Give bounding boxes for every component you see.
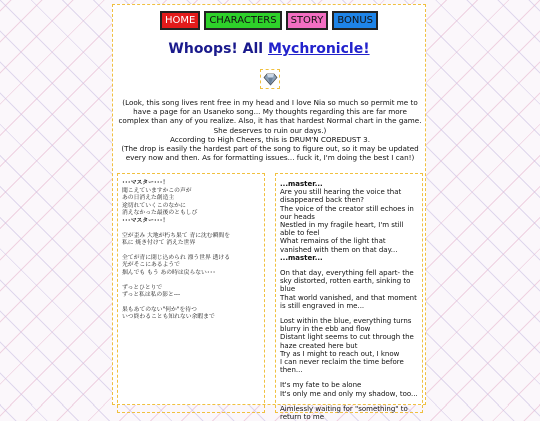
nav-story-button[interactable]: STORY <box>286 11 329 30</box>
intro-paragraph: (The drop is easily the hardest part of the song to figure out, so it may be updated every now and then. As for formatting issues... fuck it, I'm doing the best I can!) <box>121 144 419 163</box>
lyrics-stanza <box>280 405 418 421</box>
lyrics-line: 掴んでも もう あの時は戻らない･･･ <box>122 269 216 276</box>
nav-bonus-button[interactable]: BONUS <box>332 11 378 30</box>
page-title <box>113 41 425 57</box>
lyrics-stanza <box>122 285 260 300</box>
lyrics-line: ...master... <box>280 253 323 262</box>
lyrics-english <box>275 173 423 421</box>
lyrics-line: Nestled in my fragile heart, I'm still able to feel <box>280 221 404 238</box>
page-title-prefix: Whoops! All <box>168 41 268 57</box>
lyrics-line: Aimlessly waiting for "something" to return to me <box>280 404 408 421</box>
lyrics-stanza <box>280 381 418 397</box>
lyrics-line: ずっとひとりで <box>122 284 163 291</box>
lyrics-line: Lost within the blue, everything turns blurry in the ebb and flow <box>280 317 412 334</box>
gem-icon <box>260 69 280 89</box>
page-title-link[interactable]: Mychronicle! <box>267 41 370 57</box>
lyrics-stanza <box>280 269 418 310</box>
lyrics-line: ...master... <box>280 180 323 188</box>
content-panel <box>112 4 426 421</box>
lyrics-line: I can never reclaim the time before then... <box>280 358 404 375</box>
lyrics-line: 果もあてのない"何か"を待つ <box>122 306 197 313</box>
intro-paragraph: According to High Cheers, this is DRUM'N COREDUST 3. <box>169 134 371 144</box>
nav-bar <box>113 11 425 30</box>
lyrics-stanza <box>122 255 260 278</box>
lyrics-line: The voice of the creator still echoes in our heads <box>280 204 414 221</box>
lyrics-stanza <box>280 180 418 262</box>
lyrics-line: 消えなかった最後のともしび <box>122 210 198 217</box>
lyrics-stanza <box>122 233 260 248</box>
lyrics-line: 私に 焼き付けて 消えた世界 <box>122 240 196 247</box>
nav-home-button[interactable]: HOME <box>160 11 200 30</box>
lyrics-line: That world vanished, and that moment is still engraved in me... <box>280 293 417 310</box>
lyrics-line: 光がそこにあるようで <box>122 262 180 269</box>
lyrics-line: 途切れていくこのなかに <box>122 202 186 209</box>
lyrics-stanza <box>122 180 260 226</box>
lyrics-line: 全てが青に閉じ込められ 漂う世界 透ける <box>122 254 231 261</box>
lyrics-line: 聞こえていますかこの声が <box>122 187 192 194</box>
lyrics-stanza <box>122 307 260 322</box>
lyrics-line: ･･･マスター･･･！ <box>122 217 169 224</box>
gem-icon-shape <box>264 74 277 85</box>
intro-text <box>117 98 423 162</box>
lyrics-japanese <box>117 173 265 413</box>
lyrics-line: 空が歪み 大地が朽ち果て 青に沈む瞬間を <box>122 232 231 239</box>
lyrics-stanza <box>280 317 418 374</box>
lyrics-line: あの日消えた創造主 <box>122 195 175 202</box>
lyrics-line: It's my fate to be alone <box>280 381 362 390</box>
nav-characters-button[interactable]: CHARACTERS <box>204 11 281 30</box>
lyrics-line: いつ終わることも知れない余暇まで <box>122 314 215 321</box>
lyrics-line: Are you still hearing the voice that disappeared back then? <box>280 188 402 205</box>
lyrics-line: On that day, everything fell apart- the sky distorted, rotten earth, sinking to blue <box>280 269 414 294</box>
lyrics-line: Distant light seems to cut through the haze created here but <box>280 333 414 350</box>
lyrics-line: What remains of the light that vanished with them on that day... <box>280 237 398 254</box>
lyrics-line: It's only me and only my shadow, too... <box>280 389 418 398</box>
lyrics-line: ずっと私は私の影と--- <box>122 292 181 299</box>
intro-paragraph: (Look, this song lives rent free in my head and I love Nia so much so permit me to have a page for an Usaneko song... My thoughts regarding this are far more complex than any of you realize. Also, it has that hardest Normal chart in the game. She deserves to ruin our days.) <box>118 98 422 135</box>
lyrics-line: ･･･マスター･･･！ <box>122 180 169 186</box>
lyrics-line: Try as I might to reach out, I know <box>280 349 400 358</box>
